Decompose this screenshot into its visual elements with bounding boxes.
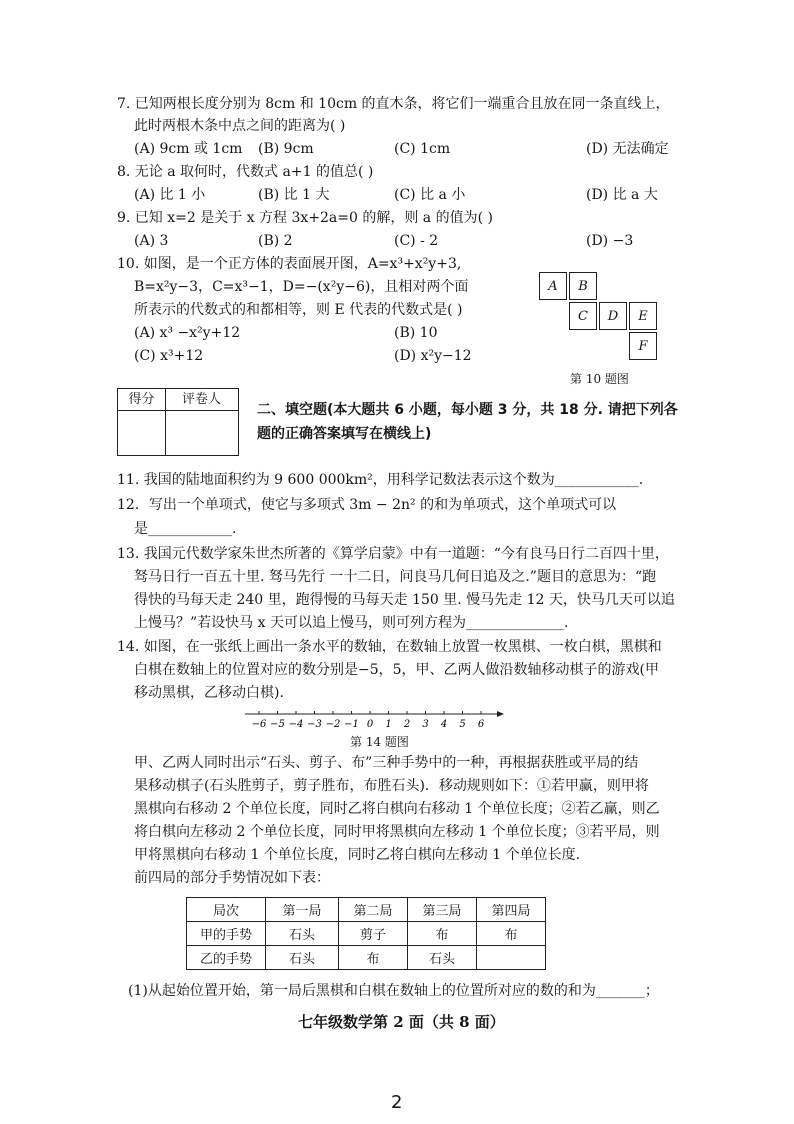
table-cell: 乙的手势 bbox=[187, 946, 266, 970]
net-face-e: E bbox=[629, 302, 657, 330]
table-header-cell: 第一局 bbox=[266, 898, 339, 922]
q14-table-intro: 前四局的部分手势情况如下表： bbox=[134, 870, 330, 886]
q7-line2: 此时两根木条中点之间的距离为( ) bbox=[134, 118, 346, 134]
table-cell: 布 bbox=[408, 922, 477, 946]
number-line-figure bbox=[245, 705, 505, 735]
table-cell bbox=[477, 946, 546, 970]
q14-line2: 白棋在数轴上的位置对应的数分别是−5，5，甲、乙两人做沿数轴移动棋子的游戏(甲 bbox=[134, 662, 660, 678]
table-header-cell: 局次 bbox=[187, 898, 266, 922]
q9-option-d: (D) −3 bbox=[586, 233, 634, 249]
q13-line1: 13. 我国元代数学家朱世杰所著的《算学启蒙》中有一道题：“今有良马日行二百四十里， bbox=[117, 546, 669, 562]
q13-line3: 得快的马每天走 240 里，跑得慢的马每天走 150 里. 慢马先走 12 天，快马几天可以追 bbox=[134, 592, 675, 608]
net-face-c: C bbox=[569, 302, 597, 330]
score-box bbox=[117, 388, 239, 456]
q10-line1: 10. 如图，是一个正方体的表面展开图，A=x³+x²y+3, bbox=[117, 256, 462, 272]
q14-subquestion-1: (1)从起始位置开始，第一局后黑棋和白棋在数轴上的位置所对应的数的和为_______； bbox=[128, 983, 659, 999]
number-line-tick-label: −5 bbox=[270, 719, 285, 730]
page-footer: 七年级数学第 2 面（共 8 面） bbox=[298, 1013, 505, 1031]
rounds-table bbox=[186, 897, 546, 970]
q9-line1: 9. 已知 x=2 是关于 x 方程 3x+2a=0 的解，则 a 的值为( ) bbox=[117, 210, 493, 226]
number-line-tick-label: 3 bbox=[422, 719, 429, 730]
q14-rule-line2: 果移动棋子(石头胜剪子，剪子胜布，布胜石头)．移动规则如下：①若甲赢，则甲将 bbox=[134, 778, 649, 794]
q14-rule-line1: 甲、乙两人同时出示“石头、剪子、布”三种手势中的一种，再根据获胜或平局的结 bbox=[134, 755, 639, 771]
number-line-tick-label: −4 bbox=[288, 719, 304, 730]
section-2-title-line1: 二、填空题(本大题共 6 小题，每小题 3 分，共 18 分. 请把下列各 bbox=[257, 402, 678, 418]
q10-option-b: (B) 10 bbox=[394, 325, 438, 341]
q14-line3: 移动黑棋，乙移动白棋). bbox=[134, 685, 284, 701]
net-face-b: B bbox=[569, 272, 597, 300]
score-box-score-label: 得分 bbox=[128, 392, 155, 407]
q7-line1: 7. 已知两根长度分别为 8cm 和 10cm 的直木条，将它们一端重合且放在同一条直线上， bbox=[117, 96, 670, 112]
q13-line4: 上慢马？”若设快马 x 天可以追上慢马，则可列方程为______________. bbox=[134, 615, 569, 631]
number-line-tick-label: 0 bbox=[366, 719, 374, 730]
q10-option-c: (C) x³+12 bbox=[134, 348, 204, 364]
q7-option-a: (A) 9cm 或 1cm bbox=[134, 141, 243, 157]
number-line-tick-label: 2 bbox=[403, 719, 411, 730]
table-row bbox=[187, 946, 546, 970]
table-header-cell: 第二局 bbox=[339, 898, 408, 922]
number-line-tick-label: 1 bbox=[385, 719, 392, 730]
net-face-a: A bbox=[539, 272, 567, 300]
number-line-tick-label: −3 bbox=[307, 719, 322, 730]
table-header-cell: 第三局 bbox=[408, 898, 477, 922]
section-2-title-line2: 题的正确答案填写在横线上) bbox=[257, 426, 432, 442]
table-cell: 布 bbox=[477, 922, 546, 946]
q10-line2: B=x²y−3，C=x³−1，D=−(x²y−6)，且相对两个面 bbox=[134, 279, 469, 295]
q7-option-d: (D) 无法确定 bbox=[586, 141, 669, 157]
table-header-row bbox=[187, 898, 546, 922]
number-line-tick-label: −1 bbox=[344, 719, 359, 730]
q14-rule-line4: 将白棋向左移动 2 个单位长度，同时甲将黑棋向左移动 1 个单位长度；③若平局，则 bbox=[134, 824, 660, 840]
q9-option-c: (C) - 2 bbox=[394, 233, 439, 249]
q7-option-c: (C) 1cm bbox=[394, 141, 451, 157]
q9-option-a: (A) 3 bbox=[134, 233, 169, 249]
q9-option-b: (B) 2 bbox=[258, 233, 293, 249]
table-cell: 石头 bbox=[408, 946, 477, 970]
q8-option-d: (D) 比 a 大 bbox=[586, 187, 658, 203]
q10-option-a: (A) x³ −x²y+12 bbox=[134, 325, 241, 341]
q8-option-b: (B) 比 1 大 bbox=[258, 187, 330, 203]
number-line-tick-label: 4 bbox=[440, 719, 448, 730]
q10-option-d: (D) x²y−12 bbox=[394, 348, 472, 364]
q10-line3: 所表示的代数式的和都相等，则 E 代表的代数式是( ) bbox=[134, 302, 463, 318]
table-cell: 布 bbox=[339, 946, 408, 970]
table-row bbox=[187, 922, 546, 946]
q14-line1: 14. 如图，在一张纸上画出一条水平的数轴，在数轴上放置一枚黑棋、一枚白棋，黑棋和 bbox=[117, 639, 662, 655]
q10-figure-caption: 第 10 题图 bbox=[570, 372, 629, 386]
table-cell: 剪子 bbox=[339, 922, 408, 946]
q8-option-c: (C) 比 a 小 bbox=[394, 187, 466, 203]
q14-figure-caption: 第 14 题图 bbox=[350, 735, 409, 749]
q12-line2: 是____________. bbox=[134, 521, 237, 537]
table-cell: 甲的手势 bbox=[187, 922, 266, 946]
table-cell: 石头 bbox=[266, 922, 339, 946]
q14-rule-line5: 甲将黑棋向右移动 1 个单位长度，同时乙将白棋向左移动 1 个单位长度. bbox=[134, 847, 581, 863]
net-face-d: D bbox=[599, 302, 627, 330]
q11-text: 11. 我国的陆地面积约为 9 600 000km²，用科学记数法表示这个数为____________. bbox=[117, 472, 644, 488]
number-line-axis bbox=[245, 705, 505, 735]
q12-line1: 12．写出一个单项式，使它与多项式 3m − 2n² 的和为单项式，这个单项式可以 bbox=[117, 497, 617, 513]
cube-net-figure bbox=[539, 272, 661, 362]
number-line-tick-label: −2 bbox=[325, 719, 341, 730]
q8-line1: 8. 无论 a 取何时，代数式 a+1 的值总( ) bbox=[117, 164, 374, 180]
number-line-tick-label: −6 bbox=[251, 719, 267, 730]
q7-option-b: (B) 9cm bbox=[258, 141, 314, 157]
page-number: 2 bbox=[391, 1092, 403, 1113]
number-line-tick-label: 6 bbox=[477, 719, 485, 730]
q13-line2: 驽马日行一百五十里. 驽马先行 一十二日，问良马几何日追及之.”题目的意思为：“跑 bbox=[134, 569, 657, 585]
score-box-grader-label: 评卷人 bbox=[181, 392, 221, 407]
q8-option-a: (A) 比 1 小 bbox=[134, 187, 206, 203]
number-line-tick-label: 5 bbox=[459, 719, 466, 730]
table-header-cell: 第四局 bbox=[477, 898, 546, 922]
q14-rule-line3: 黑棋向右移动 2 个单位长度，同时乙将白棋向右移动 1 个单位长度；②若乙赢，则乙 bbox=[134, 801, 660, 817]
net-face-f: F bbox=[629, 332, 657, 360]
table-cell: 石头 bbox=[266, 946, 339, 970]
